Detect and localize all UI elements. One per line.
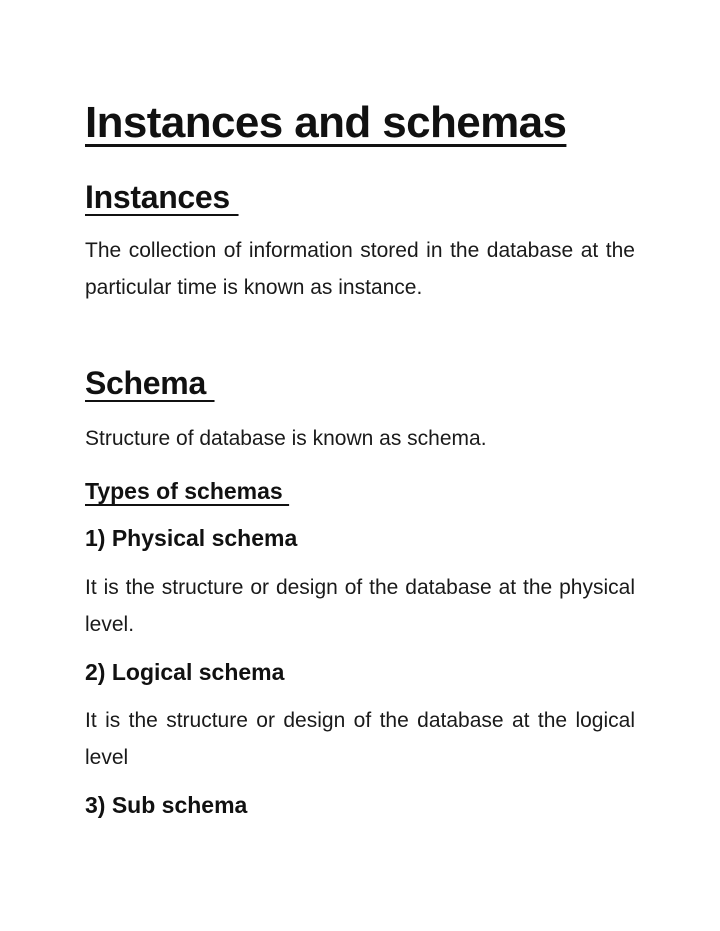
- page-title: Instances and schemas: [85, 98, 567, 147]
- logical-schema-heading: 2) Logical schema: [85, 659, 285, 685]
- types-heading: Types of schemas: [85, 478, 290, 504]
- schema-heading: Schema: [85, 365, 215, 401]
- instances-paragraph: The collection of information stored in the database at the particular time is known as instance.: [85, 239, 635, 299]
- physical-schema-paragraph: It is the structure or design of the database at the physical level.: [85, 576, 635, 636]
- physical-schema-heading: 1) Physical schema: [85, 525, 298, 551]
- sub-schema-heading: 3) Sub schema: [85, 792, 248, 818]
- schema-paragraph: Structure of database is known as schema.: [85, 427, 487, 450]
- logical-schema-paragraph: It is the structure or design of the database at the logical level: [85, 709, 635, 769]
- instances-heading: Instances: [85, 179, 239, 215]
